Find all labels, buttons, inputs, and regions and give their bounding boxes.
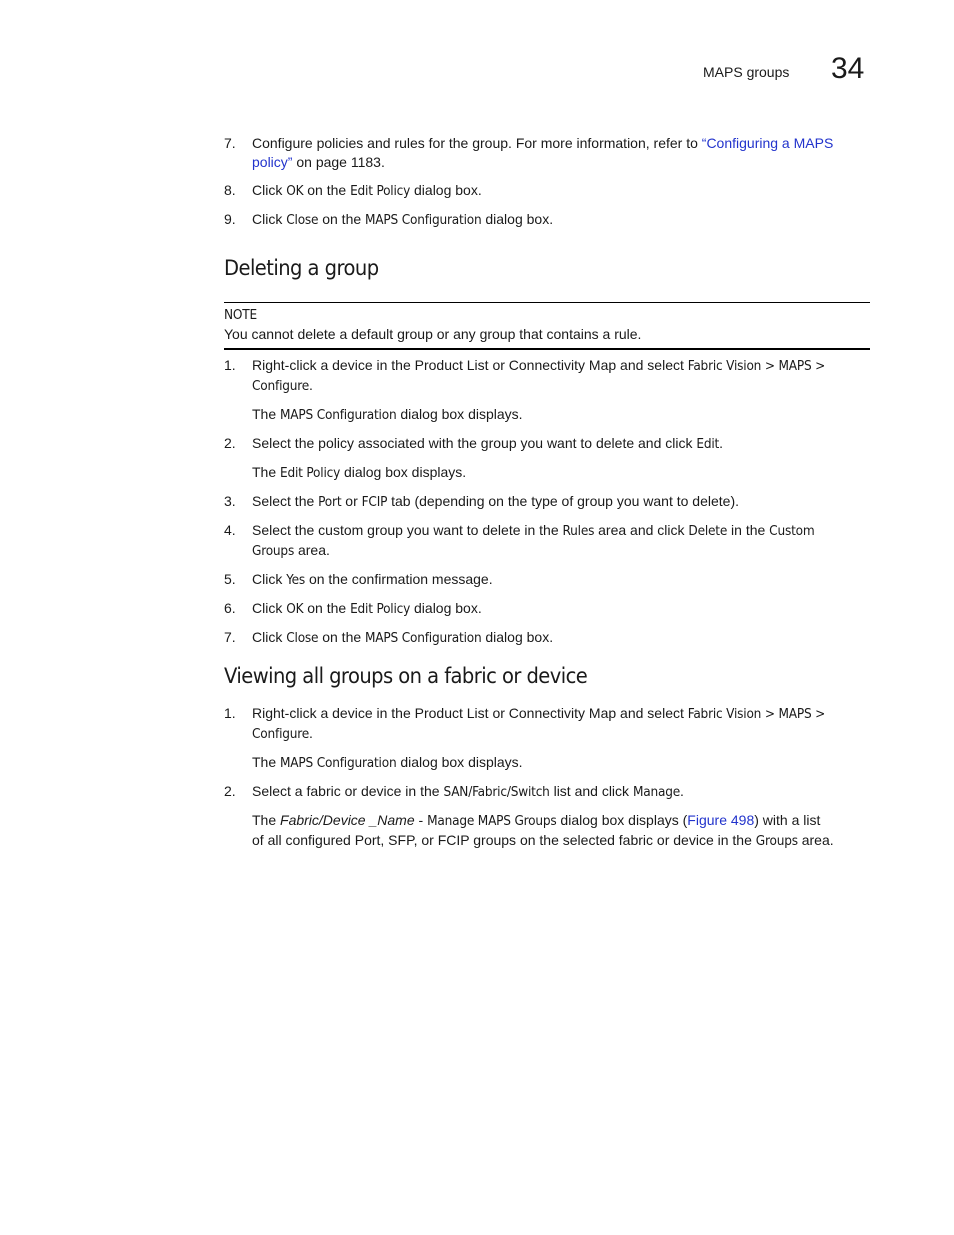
ui-term: MAPS Configuration: [365, 212, 482, 228]
top-steps: [224, 134, 870, 230]
list-item: 8. Click OK on the Edit Policy dialog box.: [224, 182, 482, 199]
ui-term: Close: [286, 212, 319, 228]
list-item: 3. Select the Port or FCIP tab (depending on the type of group you want to delete).: [224, 493, 740, 510]
list-item: 9. Click Close on the MAPS Configuration dialog box.: [224, 211, 554, 228]
step-text: Configure policies and rules for the group. For more information, refer to: [252, 135, 702, 151]
list-item: 5. Click Yes on the confirmation message.: [224, 571, 493, 588]
step-result: The Fabric/Device _Name - Manage MAPS Groups dialog box displays (Figure 498) with a list of all configured Port, SFP, or FCIP groups on the selected fabric or device in the Groups area.: [252, 812, 834, 849]
menu-path: Configure: [252, 378, 310, 394]
delete-steps: [224, 356, 870, 648]
list-item: 6. Click OK on the Edit Policy dialog box.: [224, 600, 482, 617]
figure-link[interactable]: Figure 498: [687, 812, 755, 828]
cross-reference-link[interactable]: “Configuring a MAPS policy”: [252, 135, 834, 170]
list-item: 1. Right-click a device in the Product List or Connectivity Map and select Fabric Vision > MAPS > Configure.: [224, 357, 826, 394]
step-number: 8.: [224, 182, 236, 198]
note-text: You cannot delete a default group or any group that contains a rule.: [224, 326, 642, 342]
view-steps: [224, 704, 870, 851]
section-heading: Deleting a group: [224, 256, 379, 280]
note-box: [224, 302, 870, 350]
ui-term: OK: [286, 183, 304, 199]
ui-term: Edit Policy: [350, 183, 411, 199]
list-item: 2. Select the policy associated with the group you want to delete and click Edit.: [224, 435, 723, 452]
note-label: NOTE: [224, 307, 257, 323]
step-result: The MAPS Configuration dialog box displays.: [252, 406, 523, 423]
section-deleting-group: [224, 256, 870, 280]
step-result: The MAPS Configuration dialog box displays.: [252, 754, 523, 771]
list-item: 2. Select a fabric or device in the SAN/Fabric/Switch list and click Manage.: [224, 783, 684, 800]
header-section-title: MAPS groups: [703, 64, 790, 80]
list-item: [224, 134, 870, 172]
section-viewing-groups: [224, 664, 870, 688]
step-text: on page 1183.: [292, 154, 385, 170]
step-result: The Edit Policy dialog box displays.: [252, 464, 467, 481]
menu-path: Fabric Vision > MAPS >: [687, 358, 826, 374]
list-item: 1. Right-click a device in the Product List or Connectivity Map and select Fabric Vision > MAPS > Configure.: [224, 705, 826, 742]
step-number: 9.: [224, 211, 236, 227]
list-item: 4. Select the custom group you want to delete in the Rules area and click Delete in the Custom Groups area.: [224, 522, 815, 559]
chapter-number: 34: [831, 52, 865, 85]
list-item: 7. Click Close on the MAPS Configuration dialog box.: [224, 629, 554, 646]
step-number: 7.: [224, 135, 236, 151]
section-heading: Viewing all groups on a fabric or device: [224, 664, 588, 688]
